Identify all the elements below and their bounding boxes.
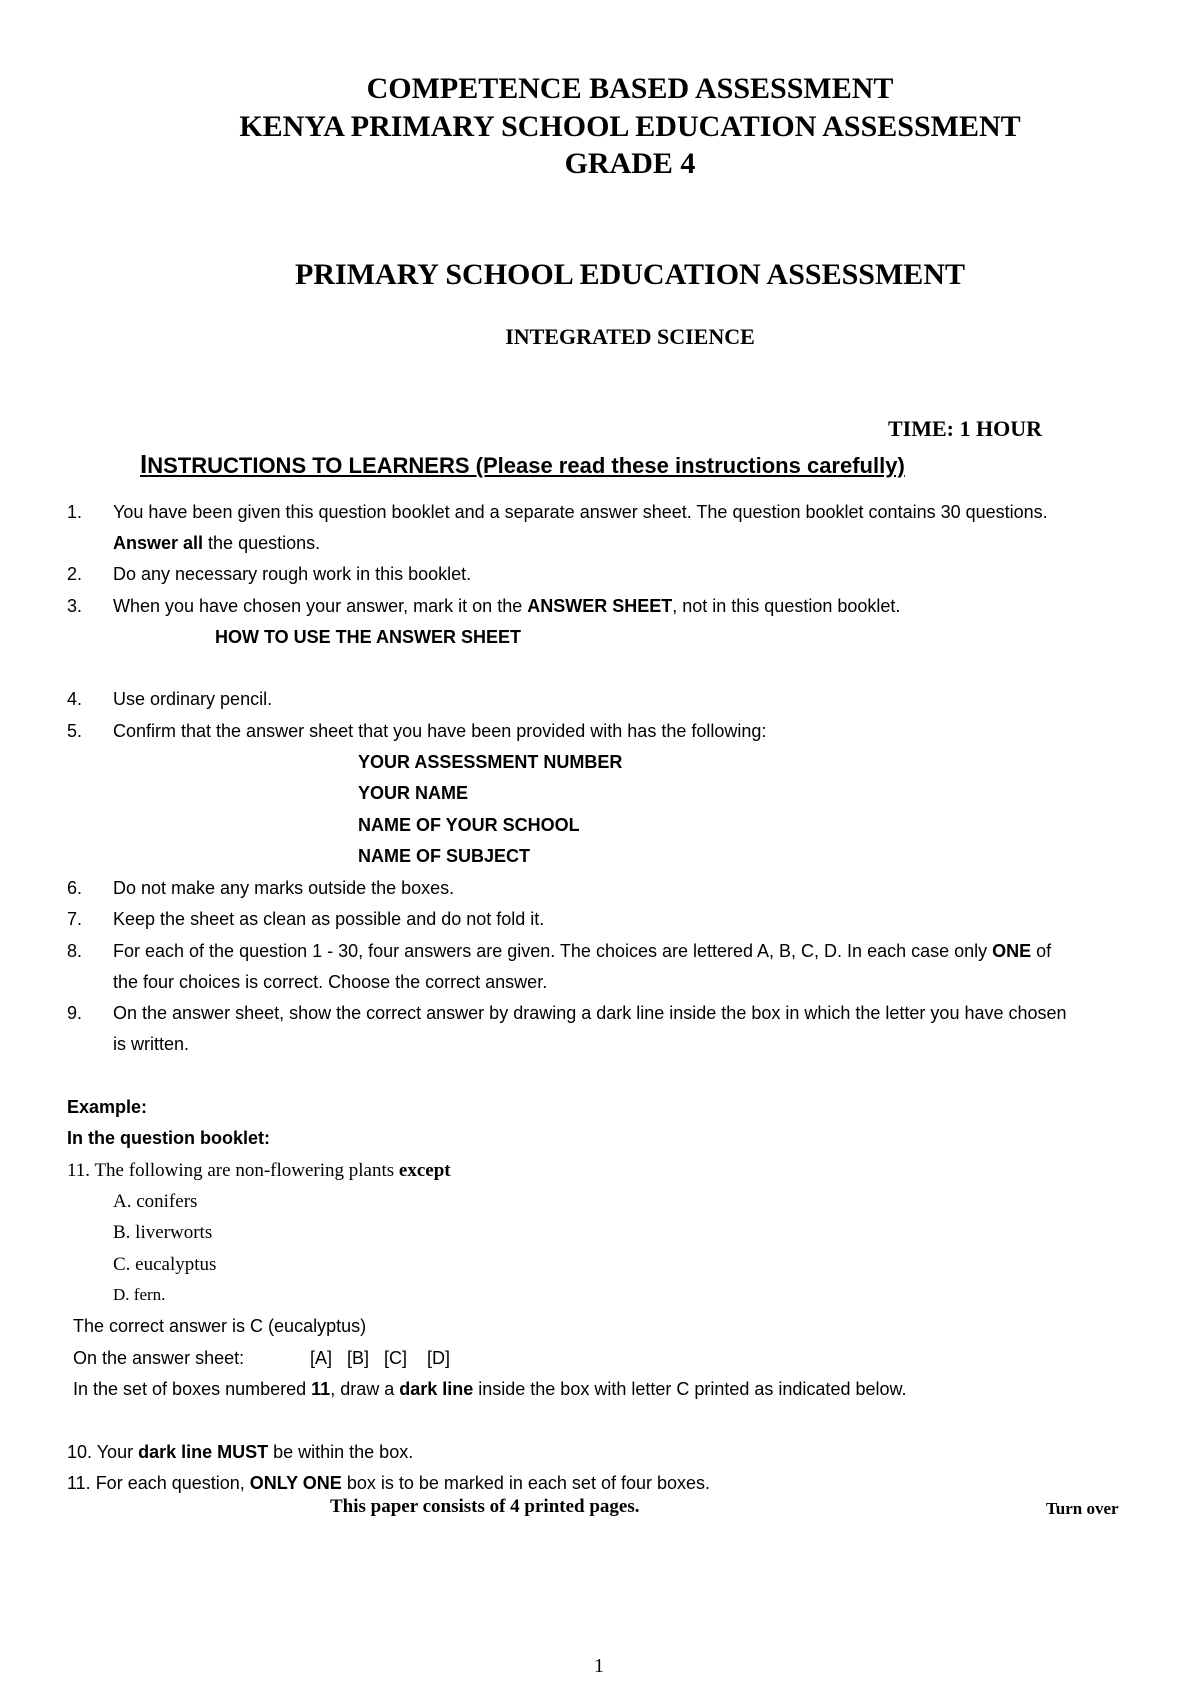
example-option-b: B. liverworts xyxy=(113,1222,213,1243)
item-8-bold: ONE xyxy=(992,941,1032,961)
subject-title: INTEGRATED SCIENCE xyxy=(505,324,755,349)
time-label: TIME: 1 HOUR xyxy=(888,416,1042,441)
example-correct-answer: The correct answer is C (eucalyptus) xyxy=(73,1316,367,1336)
item-8-continuation: the four choices is correct. Choose the correct answer. xyxy=(113,972,548,992)
item-8-b: of xyxy=(1031,941,1052,961)
item-2-text: Do any necessary rough work in this booklet. xyxy=(113,564,472,584)
rule-11-bold: ONLY ONE xyxy=(249,1473,342,1493)
assessment-title: PRIMARY SCHOOL EDUCATION ASSESSMENT xyxy=(295,258,965,291)
item-3-a: When you have chosen your answer, mark it on the xyxy=(113,596,528,616)
item-1-rest: the questions. xyxy=(203,533,321,553)
sheet-field-name: YOUR NAME xyxy=(358,783,469,803)
item-3-number: 3. xyxy=(67,596,83,616)
item-1-text: You have been given this question booklet and a separate answer sheet. The question booklet contains 30 questions. xyxy=(113,502,1048,522)
instructions-heading xyxy=(140,449,905,480)
example-option-d: D. fern. xyxy=(113,1285,166,1304)
item-6-text: Do not make any marks outside the boxes. xyxy=(113,878,455,898)
example-set-b: , draw a xyxy=(330,1379,400,1399)
rule-10-b: be within the box. xyxy=(268,1442,414,1462)
item-3-b: , not in this question booklet. xyxy=(672,596,901,616)
item-5-text: Confirm that the answer sheet that you have been provided with has the following: xyxy=(113,721,767,741)
item-9-continuation: is written. xyxy=(113,1034,190,1054)
item-1-bold: Answer all xyxy=(113,533,204,553)
item-1-number: 1. xyxy=(67,502,83,522)
item-9-number: 9. xyxy=(67,1003,83,1023)
rule-11-b: box is to be marked in each set of four boxes. xyxy=(341,1473,711,1493)
item-7-number: 7. xyxy=(67,909,83,929)
header-line-2: KENYA PRIMARY SCHOOL EDUCATION ASSESSMENT xyxy=(239,110,1021,143)
item-1-continuation xyxy=(113,533,320,554)
example-set-number: 11 xyxy=(311,1379,331,1399)
page-number: 1 xyxy=(594,1655,604,1677)
sheet-field-school: NAME OF YOUR SCHOOL xyxy=(358,815,580,835)
item-9-text: On the answer sheet, show the correct answer by drawing a dark line inside the box in which the letter you have chosen xyxy=(113,1003,1067,1023)
sheet-field-assessment-number: YOUR ASSESSMENT NUMBER xyxy=(358,752,623,772)
pages-note: This paper consists of 4 printed pages. xyxy=(330,1496,640,1517)
item-3-bold: ANSWER SHEET xyxy=(527,596,673,616)
sheet-field-subject: NAME OF SUBJECT xyxy=(358,846,531,866)
rule-11 xyxy=(67,1473,710,1494)
example-booklet-label: In the question booklet: xyxy=(67,1128,270,1148)
item-4-text: Use ordinary pencil. xyxy=(113,689,273,709)
item-4-number: 4. xyxy=(67,689,83,709)
header-line-1: COMPETENCE BASED ASSESSMENT xyxy=(366,72,894,105)
example-answer-boxes: [A] [B] [C] [D] xyxy=(310,1348,451,1368)
item-8-a: For each of the question 1 - 30, four answers are given. The choices are lettered A, B, C, D. In each case only xyxy=(113,941,993,961)
rule-10-bold: dark line MUST xyxy=(138,1442,269,1462)
item-5-number: 5. xyxy=(67,721,83,741)
example-question-bold: except xyxy=(398,1160,451,1181)
example-sheet-label: On the answer sheet: xyxy=(73,1348,245,1368)
item-8-text xyxy=(113,941,1051,962)
how-to-heading: HOW TO USE THE ANSWER SHEET xyxy=(215,627,522,647)
item-3-text xyxy=(113,596,900,617)
example-set-instruction xyxy=(73,1379,907,1400)
rule-11-a: 11. For each question, xyxy=(67,1473,250,1493)
item-6-number: 6. xyxy=(67,878,83,898)
rule-10-a: 10. Your xyxy=(67,1442,139,1462)
example-set-a: In the set of boxes numbered xyxy=(73,1379,312,1399)
example-question xyxy=(67,1160,451,1182)
header-grade: GRADE 4 xyxy=(564,147,696,180)
example-set-c: inside the box with letter C printed as indicated below. xyxy=(473,1379,907,1399)
example-option-c: C. eucalyptus xyxy=(113,1254,217,1275)
example-label: Example: xyxy=(67,1097,148,1117)
heading-rest: NSTRUCTIONS TO LEARNERS (Please read these instructions carefully) xyxy=(147,453,905,478)
turn-over-note: Turn over xyxy=(1046,1499,1119,1518)
example-question-text: 11. The following are non-flowering plants xyxy=(67,1160,399,1181)
item-8-number: 8. xyxy=(67,941,83,961)
item-2-number: 2. xyxy=(67,564,83,584)
item-7-text: Keep the sheet as clean as possible and do not fold it. xyxy=(113,909,545,929)
example-set-bold: dark line xyxy=(399,1379,474,1399)
example-option-a: A. conifers xyxy=(113,1191,198,1212)
rule-10 xyxy=(67,1442,413,1463)
heading-initial: I xyxy=(140,449,148,479)
